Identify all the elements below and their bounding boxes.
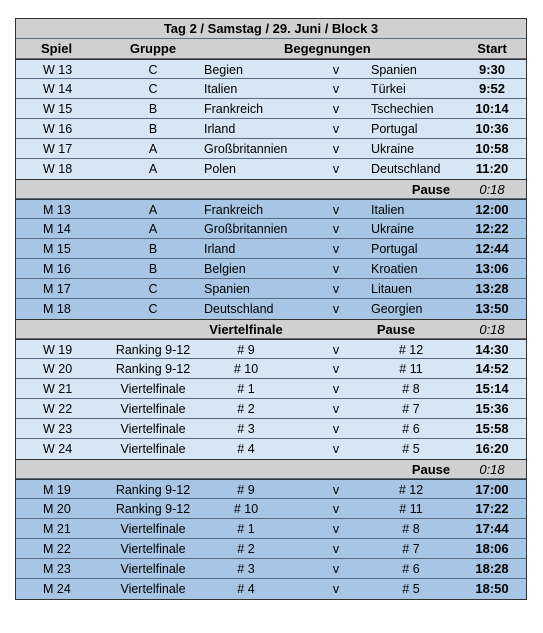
versus-label: v	[332, 402, 340, 416]
start-time: 17:00	[475, 482, 509, 497]
match-id: M 17	[43, 282, 71, 296]
home-team: # 1	[237, 382, 255, 396]
home-team: # 10	[233, 362, 259, 376]
versus-label: v	[332, 302, 340, 316]
header-gruppe: Gruppe	[129, 41, 177, 56]
match-group: Viertelfinale	[120, 382, 186, 396]
match-row	[16, 359, 526, 379]
start-time: 17:44	[475, 521, 509, 536]
away-team: # 8	[402, 522, 420, 536]
pause-duration: 0:18	[479, 462, 505, 477]
match-group: Ranking 9-12	[115, 483, 191, 497]
start-time: 18:06	[475, 541, 509, 556]
stage-label: Viertelfinale	[209, 322, 283, 337]
away-team: Ukraine	[371, 222, 415, 236]
pause-duration: 0:18	[479, 322, 505, 337]
match-row	[16, 519, 526, 539]
match-row	[16, 539, 526, 559]
away-team: # 5	[402, 582, 420, 596]
versus-label: v	[332, 242, 340, 256]
away-team: Spanien	[371, 63, 417, 77]
home-team: Frankreich	[204, 102, 264, 116]
schedule-title: Tag 2 / Samstag / 29. Juni / Block 3	[163, 21, 379, 36]
match-group: C	[148, 63, 158, 77]
start-time: 18:28	[475, 561, 509, 576]
home-team: # 9	[237, 343, 255, 357]
home-team: Frankreich	[204, 203, 264, 217]
home-team: Irland	[204, 122, 236, 136]
start-time: 12:00	[475, 202, 509, 217]
away-team: # 5	[402, 442, 420, 456]
match-group: Ranking 9-12	[115, 502, 191, 516]
match-row	[16, 139, 526, 159]
match-group: Viertelfinale	[120, 422, 186, 436]
versus-label: v	[332, 343, 340, 357]
pause-duration: 0:18	[479, 182, 505, 197]
pause-label: Pause	[411, 462, 451, 477]
match-group: B	[148, 242, 158, 256]
match-group: Viertelfinale	[120, 562, 186, 576]
match-group: Viertelfinale	[120, 402, 186, 416]
versus-label: v	[332, 582, 340, 596]
versus-label: v	[332, 502, 340, 516]
match-row	[16, 559, 526, 579]
match-id: M 22	[43, 542, 71, 556]
home-team: # 2	[237, 542, 255, 556]
match-row	[16, 479, 526, 499]
header-row	[16, 39, 526, 59]
home-team: # 3	[237, 562, 255, 576]
start-time: 14:30	[475, 342, 509, 357]
away-team: Türkei	[371, 82, 406, 96]
away-team: # 11	[399, 362, 423, 376]
title-row	[16, 19, 526, 39]
start-time: 9:52	[478, 81, 506, 96]
match-row	[16, 419, 526, 439]
block-men-knockout	[16, 479, 526, 599]
match-group: A	[148, 222, 158, 236]
match-group: Viertelfinale	[120, 542, 186, 556]
start-time: 15:14	[475, 381, 509, 396]
match-group: C	[148, 302, 158, 316]
match-group: Ranking 9-12	[115, 343, 191, 357]
match-id: W 21	[43, 382, 73, 396]
match-row	[16, 579, 526, 599]
away-team: Italien	[371, 203, 405, 217]
away-team: Kroatien	[371, 262, 418, 276]
start-time: 16:20	[475, 441, 509, 456]
start-time: 9:30	[478, 62, 506, 77]
versus-label: v	[332, 522, 340, 536]
match-row	[16, 259, 526, 279]
home-team: # 3	[237, 422, 255, 436]
versus-label: v	[332, 422, 340, 436]
start-time: 10:58	[475, 141, 509, 156]
versus-label: v	[332, 142, 340, 156]
start-time: 15:58	[475, 421, 509, 436]
home-team: # 2	[237, 402, 255, 416]
start-time: 13:06	[475, 261, 509, 276]
match-id: W 18	[43, 162, 73, 176]
match-id: W 15	[43, 102, 73, 116]
home-team: Großbritannien	[204, 222, 288, 236]
versus-label: v	[332, 63, 340, 77]
versus-label: v	[332, 542, 340, 556]
home-team: Begien	[204, 63, 243, 77]
pause-row-1	[16, 179, 526, 199]
match-row	[16, 499, 526, 519]
match-row	[16, 379, 526, 399]
match-group: A	[148, 203, 158, 217]
start-time: 12:22	[475, 221, 509, 236]
match-group: Viertelfinale	[120, 582, 186, 596]
start-time: 14:52	[475, 361, 509, 376]
home-team: # 1	[237, 522, 255, 536]
pause-row-2	[16, 319, 526, 339]
start-time: 13:50	[475, 301, 509, 316]
match-id: W 14	[43, 82, 73, 96]
header-begegnungen: Begegnungen	[284, 41, 371, 56]
versus-label: v	[332, 262, 340, 276]
home-team: Polen	[204, 162, 236, 176]
away-team: Tschechien	[371, 102, 434, 116]
home-team: # 9	[237, 483, 255, 497]
start-time: 18:50	[475, 581, 509, 596]
away-team: Georgien	[371, 302, 423, 316]
home-team: # 4	[237, 442, 255, 456]
start-time: 12:44	[475, 241, 509, 256]
home-team: Belgien	[204, 262, 246, 276]
match-group: C	[148, 82, 158, 96]
start-time: 13:28	[475, 281, 509, 296]
away-team: Ukraine	[371, 142, 415, 156]
home-team: # 4	[237, 582, 255, 596]
home-team: Großbritannien	[204, 142, 288, 156]
versus-label: v	[332, 122, 340, 136]
match-group: B	[148, 122, 158, 136]
match-id: W 17	[43, 142, 73, 156]
match-row	[16, 199, 526, 219]
match-group: B	[148, 102, 158, 116]
match-group: C	[148, 282, 158, 296]
match-id: M 19	[43, 483, 71, 497]
match-group: B	[148, 262, 158, 276]
start-time: 17:22	[475, 501, 509, 516]
home-team: Deutschland	[204, 302, 274, 316]
header-start: Start	[477, 41, 507, 56]
away-team: # 7	[402, 542, 420, 556]
match-id: M 18	[43, 302, 71, 316]
match-id: M 20	[43, 502, 71, 516]
match-group: A	[148, 142, 158, 156]
away-team: # 7	[402, 402, 420, 416]
match-group: A	[148, 162, 158, 176]
pause-row-3	[16, 459, 526, 479]
versus-label: v	[332, 362, 340, 376]
match-group: Ranking 9-12	[115, 362, 191, 376]
match-id: M 16	[43, 262, 71, 276]
versus-label: v	[332, 562, 340, 576]
versus-label: v	[332, 382, 340, 396]
match-id: M 24	[43, 582, 71, 596]
versus-label: v	[332, 203, 340, 217]
block-women-knockout	[16, 339, 526, 459]
home-team: # 10	[233, 502, 259, 516]
match-id: M 15	[43, 242, 71, 256]
match-id: M 14	[43, 222, 71, 236]
match-id: W 23	[43, 422, 73, 436]
match-row	[16, 299, 526, 319]
header-spiel: Spiel	[41, 41, 73, 56]
match-row	[16, 59, 526, 79]
away-team: Litauen	[371, 282, 413, 296]
block-men-group	[16, 199, 526, 319]
home-team: Irland	[204, 242, 236, 256]
versus-label: v	[332, 282, 340, 296]
match-id: W 24	[43, 442, 73, 456]
start-time: 15:36	[475, 401, 509, 416]
match-id: W 19	[43, 343, 73, 357]
away-team: # 6	[402, 422, 420, 436]
match-row	[16, 279, 526, 299]
away-team: # 6	[402, 562, 420, 576]
pause-label: Pause	[411, 182, 451, 197]
match-row	[16, 239, 526, 259]
start-time: 10:14	[475, 101, 509, 116]
away-team: Portugal	[371, 122, 418, 136]
start-time: 11:20	[475, 161, 509, 176]
versus-label: v	[332, 483, 340, 497]
start-time: 10:36	[475, 121, 509, 136]
match-group: Viertelfinale	[120, 442, 186, 456]
home-team: Italien	[204, 82, 238, 96]
away-team: # 12	[398, 343, 424, 357]
match-id: W 16	[43, 122, 73, 136]
home-team: Spanien	[204, 282, 250, 296]
versus-label: v	[332, 102, 340, 116]
match-id: W 20	[43, 362, 73, 376]
match-id: M 13	[43, 203, 71, 217]
match-id: W 13	[43, 63, 73, 77]
block-women-group	[16, 59, 526, 179]
match-row	[16, 79, 526, 99]
away-team: Portugal	[371, 242, 418, 256]
versus-label: v	[332, 222, 340, 236]
match-id: W 22	[43, 402, 73, 416]
versus-label: v	[332, 442, 340, 456]
match-row	[16, 219, 526, 239]
match-id: M 21	[43, 522, 71, 536]
match-row	[16, 159, 526, 179]
match-id: M 23	[43, 562, 71, 576]
match-row	[16, 339, 526, 359]
away-team: # 8	[402, 382, 420, 396]
pause-label: Pause	[376, 322, 416, 337]
match-row	[16, 439, 526, 459]
schedule-table	[15, 18, 527, 600]
versus-label: v	[332, 162, 340, 176]
away-team: # 12	[398, 483, 424, 497]
match-group: Viertelfinale	[120, 522, 186, 536]
match-row	[16, 99, 526, 119]
match-row	[16, 119, 526, 139]
versus-label: v	[332, 82, 340, 96]
away-team: # 11	[399, 502, 423, 516]
match-row	[16, 399, 526, 419]
away-team: Deutschland	[371, 162, 441, 176]
